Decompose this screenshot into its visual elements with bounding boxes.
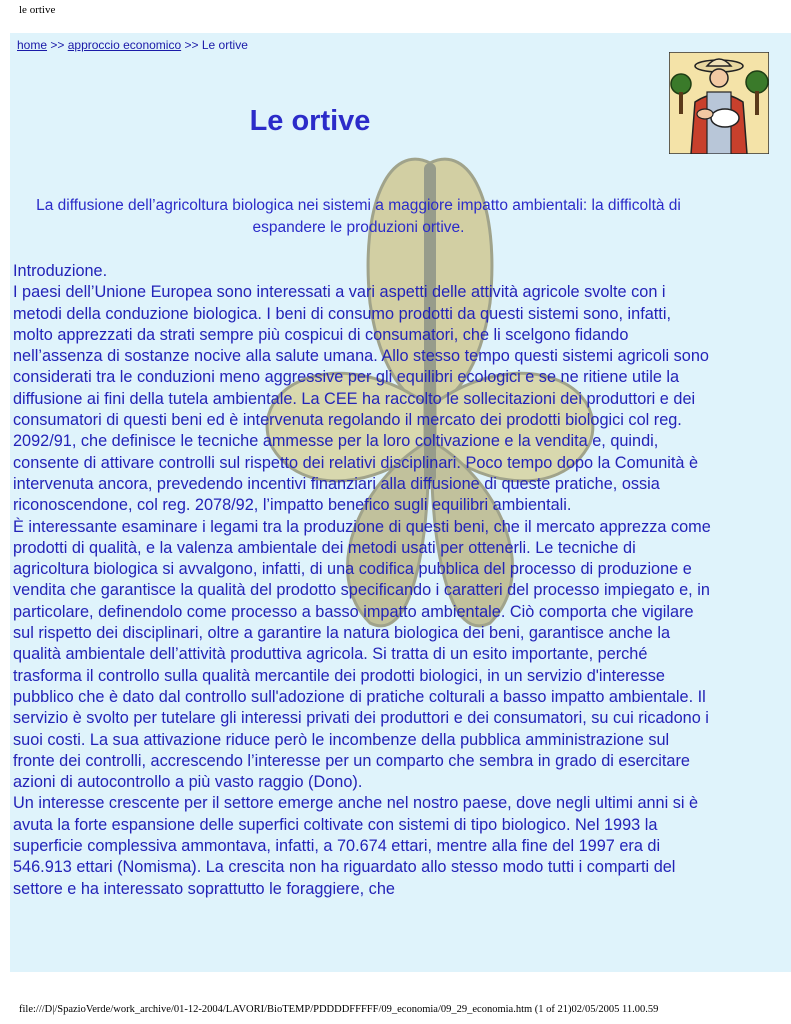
breadcrumb-separator: >> <box>184 38 199 52</box>
article-body <box>13 261 713 900</box>
breadcrumb-section-link[interactable]: approccio economico <box>67 38 182 52</box>
page-subtitle: La diffusione dell’agricoltura biologica nei sistemi a maggiore impatto ambientali: la difficoltà di espandere le produzioni ortive. <box>36 197 681 236</box>
print-header-title: le ortive <box>19 4 56 16</box>
page-content <box>10 33 791 972</box>
farmer-illustration <box>669 52 769 154</box>
body-paragraph: Introduzione. <box>13 262 108 280</box>
body-paragraph: I paesi dell’Unione Europea sono interessati a vari aspetti delle attività agricole svolte con i metodi della conduzione biologica. I beni di consumo prodotti da questi sistemi sono, infatti, molto apprezzati da strati sempre più cospicui di consumatori, che li scelgono fidando nell’assenza di sostanze nocive alla salute umana. Allo stesso tempo questi sistemi agricoli sono considerati tra le conduzioni meno aggressive per gli equilibri ecologici e se ne ritiene utile la diffusione ai fini della tutela ambientale. La CEE ha raccolto le sollecitazioni dei produttori e dei consumatori di questi beni ed è intervenuta regolando il mercato dei prodotti biologici col reg. 2092/91, che definisce le tecniche ammesse per la loro coltivazione e la vendita e, quindi, consente di attivare controlli sul rispetto dei relativi disciplinari. Poco tempo dopo la Comunità è intervenuta ancora, prevedendo incentivi finanziari alla diffusione di queste pratiche, ossia riconoscendone, col reg. 2078/92, l’impatto benefico sugli equilibri ambientali. <box>13 283 709 515</box>
breadcrumb <box>17 38 248 52</box>
breadcrumb-separator: >> <box>50 38 65 52</box>
breadcrumb-home-link[interactable]: home <box>17 38 48 52</box>
page-title: Le ortive <box>249 105 371 137</box>
body-paragraph: È interessante esaminare i legami tra la produzione di questi beni, che il mercato apprezza come prodotti di qualità, e la valenza ambientale dei metodi usati per ottenerli. Le tecniche di agricoltura biologica si avvalgono, infatti, di una codifica pubblica del processo di produzione e vendita che garantisce la qualità del prodotto specificando i caratteri del processo impiegato e, in particolare, definendolo come processo a basso impatto ambientale. Ciò comporta che vigilare sul rispetto dei disciplinari, oltre a garantire la natura biologica dei beni, garantisce anche la qualità ambientale dell’attività produttiva agricola. Si tratta di un esito importante, perché trasforma il controllo sulla qualità mercantile dei prodotti biologici, in un servizio d'interesse pubblico che è dato dal controllo sull'adozione di pratiche colturali a basso impatto ambientale. Il servizio è svolto per tutelare gli interessi privati dei produttori e dei consumatori, su cui ricadono i suoi costi. La sua attivazione riduce però le incombenze della pubblica amministrazione sul fronte dei controlli, accrescendo l’interesse per un comparto che sembra in grado di esercitare azioni di autocontrollo a più vasto raggio (Dono). <box>13 517 711 792</box>
breadcrumb-current: Le ortive <box>201 38 248 52</box>
body-paragraph: Un interesse crescente per il settore emerge anche nel nostro paese, dove negli ultimi anni si è avuta la forte espansione delle superfici coltivate con sistemi di tipo biologico. Nel 1993 la superficie complessiva ammontava, infatti, a 70.674 ettari, mentre alla fine del 1997 era di 546.913 ettari (Nomisma). La crescita non ha riguardato allo stesso modo tutti i comparti del settore e ha interessato soprattutto le foraggiere, che <box>13 794 699 898</box>
print-footer-path: file:///D|/SpazioVerde/work_archive/01-12-2004/LAVORI/BioTEMP/PDDDDFFFFF/09_economia/09_29_economia.htm (1 of 21)02/05/2005 11.00.59 <box>19 1004 659 1015</box>
